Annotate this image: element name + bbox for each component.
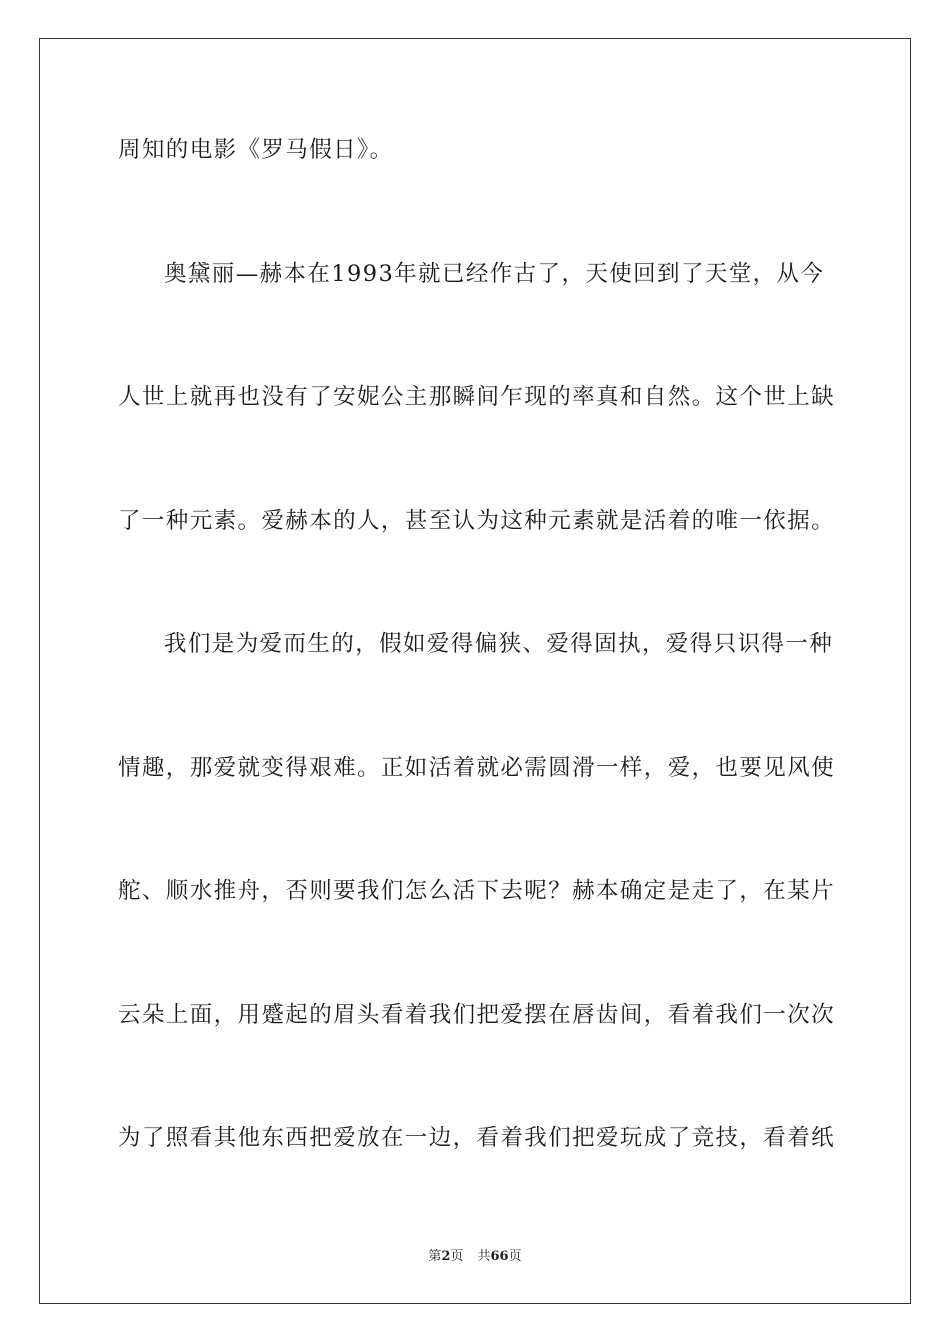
page-border (39, 38, 911, 1304)
text-line: 云朵上面，用蹙起的眉头看着我们把爱摆在唇齿间，看着我们一次次 (118, 1002, 836, 1028)
page-suffix: 页 (450, 1249, 464, 1264)
page-footer (0, 1248, 950, 1266)
total-pages: 66 (490, 1249, 509, 1264)
text-line: 人世上就再也没有了安妮公主那瞬间乍现的率真和自然。这个世上缺 (118, 384, 836, 410)
page-prefix: 第 (428, 1249, 442, 1264)
paragraph-first-line: 我们是为爱而生的，假如爱得偏狭、爱得固执，爱得只识得一种 (164, 631, 834, 657)
paragraph-first-line: 奥黛丽—赫本在1993年就已经作古了，天使回到了天堂，从今 (164, 261, 825, 287)
page-number: 2 (441, 1249, 451, 1264)
text-line: 了一种元素。爱赫本的人，甚至认为这种元素就是活着的唯一依据。 (118, 508, 836, 534)
total-prefix: 共 (477, 1249, 491, 1264)
total-suffix: 页 (508, 1249, 522, 1264)
text-line: 周知的电影《罗马假日》。 (118, 137, 394, 163)
text-line: 为了照看其他东西把爱放在一边，看着我们把爱玩成了竞技，看着纸 (118, 1125, 836, 1151)
text-line: 情趣，那爱就变得艰难。正如活着就必需圆滑一样，爱，也要见风使 (118, 755, 836, 781)
text-line: 舵、顺水推舟，否则要我们怎么活下去呢？赫本确定是走了，在某片 (118, 878, 836, 904)
